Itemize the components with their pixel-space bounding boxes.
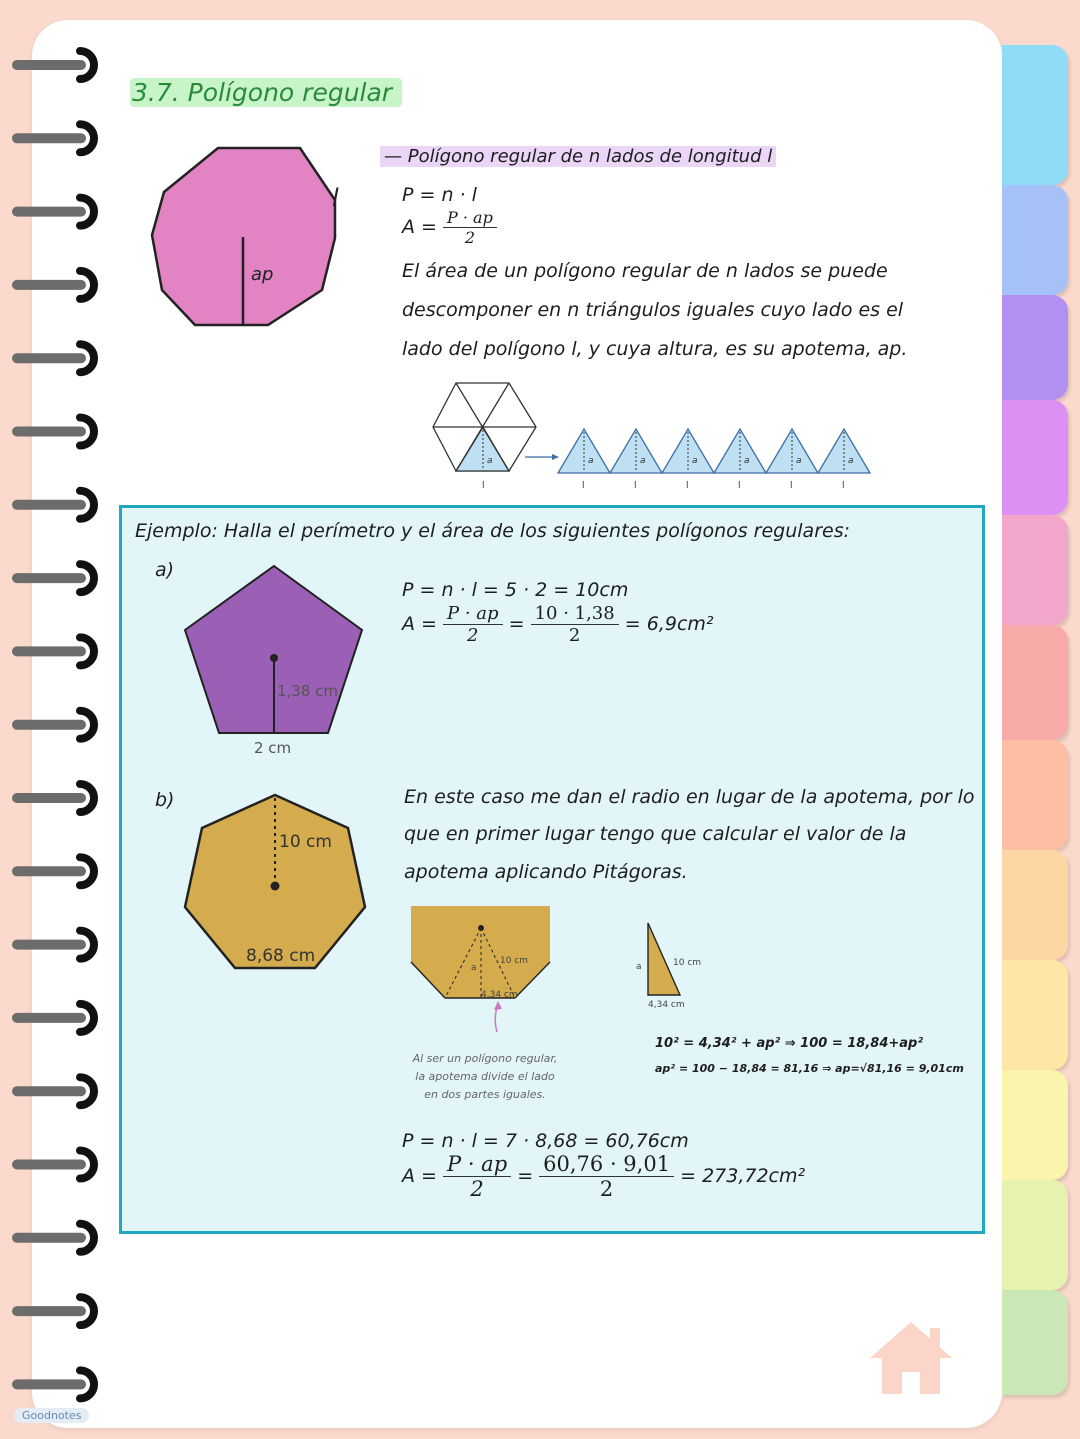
example-b-perimeter: P = n · l = 7 · 8,68 = 60,76cm <box>402 1130 689 1152</box>
example-b-area: A = $\frac{P \cdot ap}{2}$ = $\frac{60,76 \cdot 9,01}{2}$ = 273,72cm² <box>402 1152 806 1201</box>
spiral-ring <box>12 271 94 299</box>
decomposed-triangle-apothem: a <box>848 456 854 466</box>
spiral-ring <box>12 784 94 812</box>
example-a-label: a) <box>155 559 175 581</box>
svg-text:a: a <box>487 456 493 466</box>
spiral-ring <box>12 491 94 519</box>
tab-11[interactable] <box>1002 1180 1068 1290</box>
spiral-ring <box>12 931 94 959</box>
decomposed-triangle-apothem: a <box>588 456 594 466</box>
tab-10[interactable] <box>1002 1070 1068 1180</box>
svg-text:a: a <box>636 962 642 972</box>
spiral-ring <box>12 1224 94 1252</box>
heptagon-figure <box>180 790 370 980</box>
tab-5[interactable] <box>1002 515 1068 625</box>
note-line-2: la apotema divide el lado <box>415 1070 555 1083</box>
spiral-ring <box>12 1004 94 1032</box>
pythagoras-calc-1: 10² = 4,34² + ap² ⇒ 100 = 18,84+ap² <box>655 1036 924 1051</box>
section-title: 3.7. Polígono regular <box>130 78 402 107</box>
example-b-text-3: apotema aplicando Pitágoras. <box>404 861 688 883</box>
tab-8[interactable] <box>1002 850 1068 960</box>
pentagon-side-label: 2 cm <box>254 739 292 757</box>
decomposed-triangle <box>766 429 818 491</box>
spiral-ring <box>12 1297 94 1325</box>
description-line-2: descomponer en n triángulos iguales cuyo lado es el <box>402 299 904 321</box>
tab-3[interactable] <box>1002 295 1068 400</box>
svg-text:l: l <box>482 481 485 491</box>
decomposed-triangle <box>714 429 766 491</box>
decomposed-triangle-apothem: a <box>692 456 698 466</box>
spiral-ring <box>12 124 94 152</box>
perimeter-formula: P = n · l <box>402 184 477 206</box>
decomposed-triangle <box>818 429 870 491</box>
note-line-1: Al ser un polígono regular, <box>412 1052 558 1065</box>
triangle-decomposition-figure <box>425 375 875 495</box>
regular-polygon-figure <box>140 140 360 340</box>
spiral-ring <box>12 711 94 739</box>
spiral-ring <box>12 418 94 446</box>
tab-2[interactable] <box>1002 185 1068 295</box>
tab-9[interactable] <box>1002 960 1068 1070</box>
heptagon-radius-label: 10 cm <box>279 832 332 852</box>
decomposed-triangle-apothem: a <box>744 456 750 466</box>
heptagon-side-label: 8,68 cm <box>246 946 316 966</box>
svg-text:4,34 cm: 4,34 cm <box>481 990 518 1000</box>
spiral-ring <box>12 1077 94 1105</box>
decomposed-triangle-side: l <box>686 481 689 491</box>
example-b-text-2: que en primer lugar tengo que calcular el valor de la <box>404 823 907 845</box>
decomposed-triangle <box>558 429 610 491</box>
decomposed-triangle-apothem: a <box>796 456 802 466</box>
tab-4[interactable] <box>1002 400 1068 515</box>
spiral-binding <box>0 0 110 1439</box>
pythagoras-calc-2: ap² = 100 − 18,84 = 81,16 ⇒ ap=√81,16 = 9,01cm <box>655 1062 964 1075</box>
goodnotes-watermark: Goodnotes <box>14 1408 89 1423</box>
decomposed-triangle-side: l <box>582 481 585 491</box>
side-label: l <box>332 184 339 212</box>
example-a-area: A = $\frac{P \cdot ap}{2}$ = $\frac{10 \cdot 1,38}{2}$ = 6,9cm² <box>402 603 714 646</box>
example-b-label: b) <box>155 789 175 811</box>
decomposed-triangle <box>662 429 714 491</box>
decomposed-triangle-side: l <box>634 481 637 491</box>
area-formula: A = $\frac{P \cdot ap}{2}$ <box>402 208 497 247</box>
pentagon-figure <box>175 560 375 760</box>
example-a-perimeter: P = n · l = 5 · 2 = 10cm <box>402 579 629 601</box>
spiral-ring <box>12 198 94 226</box>
decomposed-triangle-side: l <box>842 481 845 491</box>
spiral-ring <box>12 564 94 592</box>
home-icon[interactable] <box>868 1318 954 1398</box>
description-line-3: lado del polígono l, y cuya altura, es su apotema, ap. <box>402 338 908 360</box>
polygon-heading: — Polígono regular de n lados de longitud l <box>380 146 776 167</box>
spiral-ring <box>12 1370 94 1398</box>
decomposed-triangle-apothem: a <box>640 456 646 466</box>
apothem-label: ap <box>251 264 274 285</box>
tab-1[interactable] <box>1002 45 1068 185</box>
decomposed-triangle-side: l <box>790 481 793 491</box>
example-b-text-1: En este caso me dan el radio en lugar de la apotema, por lo <box>404 786 975 808</box>
tab-6[interactable] <box>1002 625 1068 740</box>
tab-12[interactable] <box>1002 1290 1068 1395</box>
note-line-3: en dos partes iguales. <box>424 1088 546 1101</box>
svg-text:10 cm: 10 cm <box>673 958 702 968</box>
spiral-ring <box>12 344 94 372</box>
spiral-ring <box>12 857 94 885</box>
description-line-1: El área de un polígono regular de n lados se puede <box>402 260 888 282</box>
spiral-ring <box>12 1151 94 1179</box>
tab-7[interactable] <box>1002 740 1068 850</box>
spiral-ring <box>12 51 94 79</box>
pentagon-apothem-label: 1,38 cm <box>277 682 339 700</box>
decomposed-triangle-side: l <box>738 481 741 491</box>
decomposed-triangle <box>610 429 662 491</box>
example-heading: Ejemplo: Halla el perímetro y el área de los siguientes polígonos regulares: <box>135 520 851 542</box>
svg-text:4,34 cm: 4,34 cm <box>648 1000 685 1010</box>
svg-text:10 cm: 10 cm <box>500 956 529 966</box>
svg-text:a: a <box>471 963 477 973</box>
right-triangle-figure <box>630 915 720 1015</box>
spiral-ring <box>12 637 94 665</box>
apothem-detail-figure <box>405 900 565 1110</box>
